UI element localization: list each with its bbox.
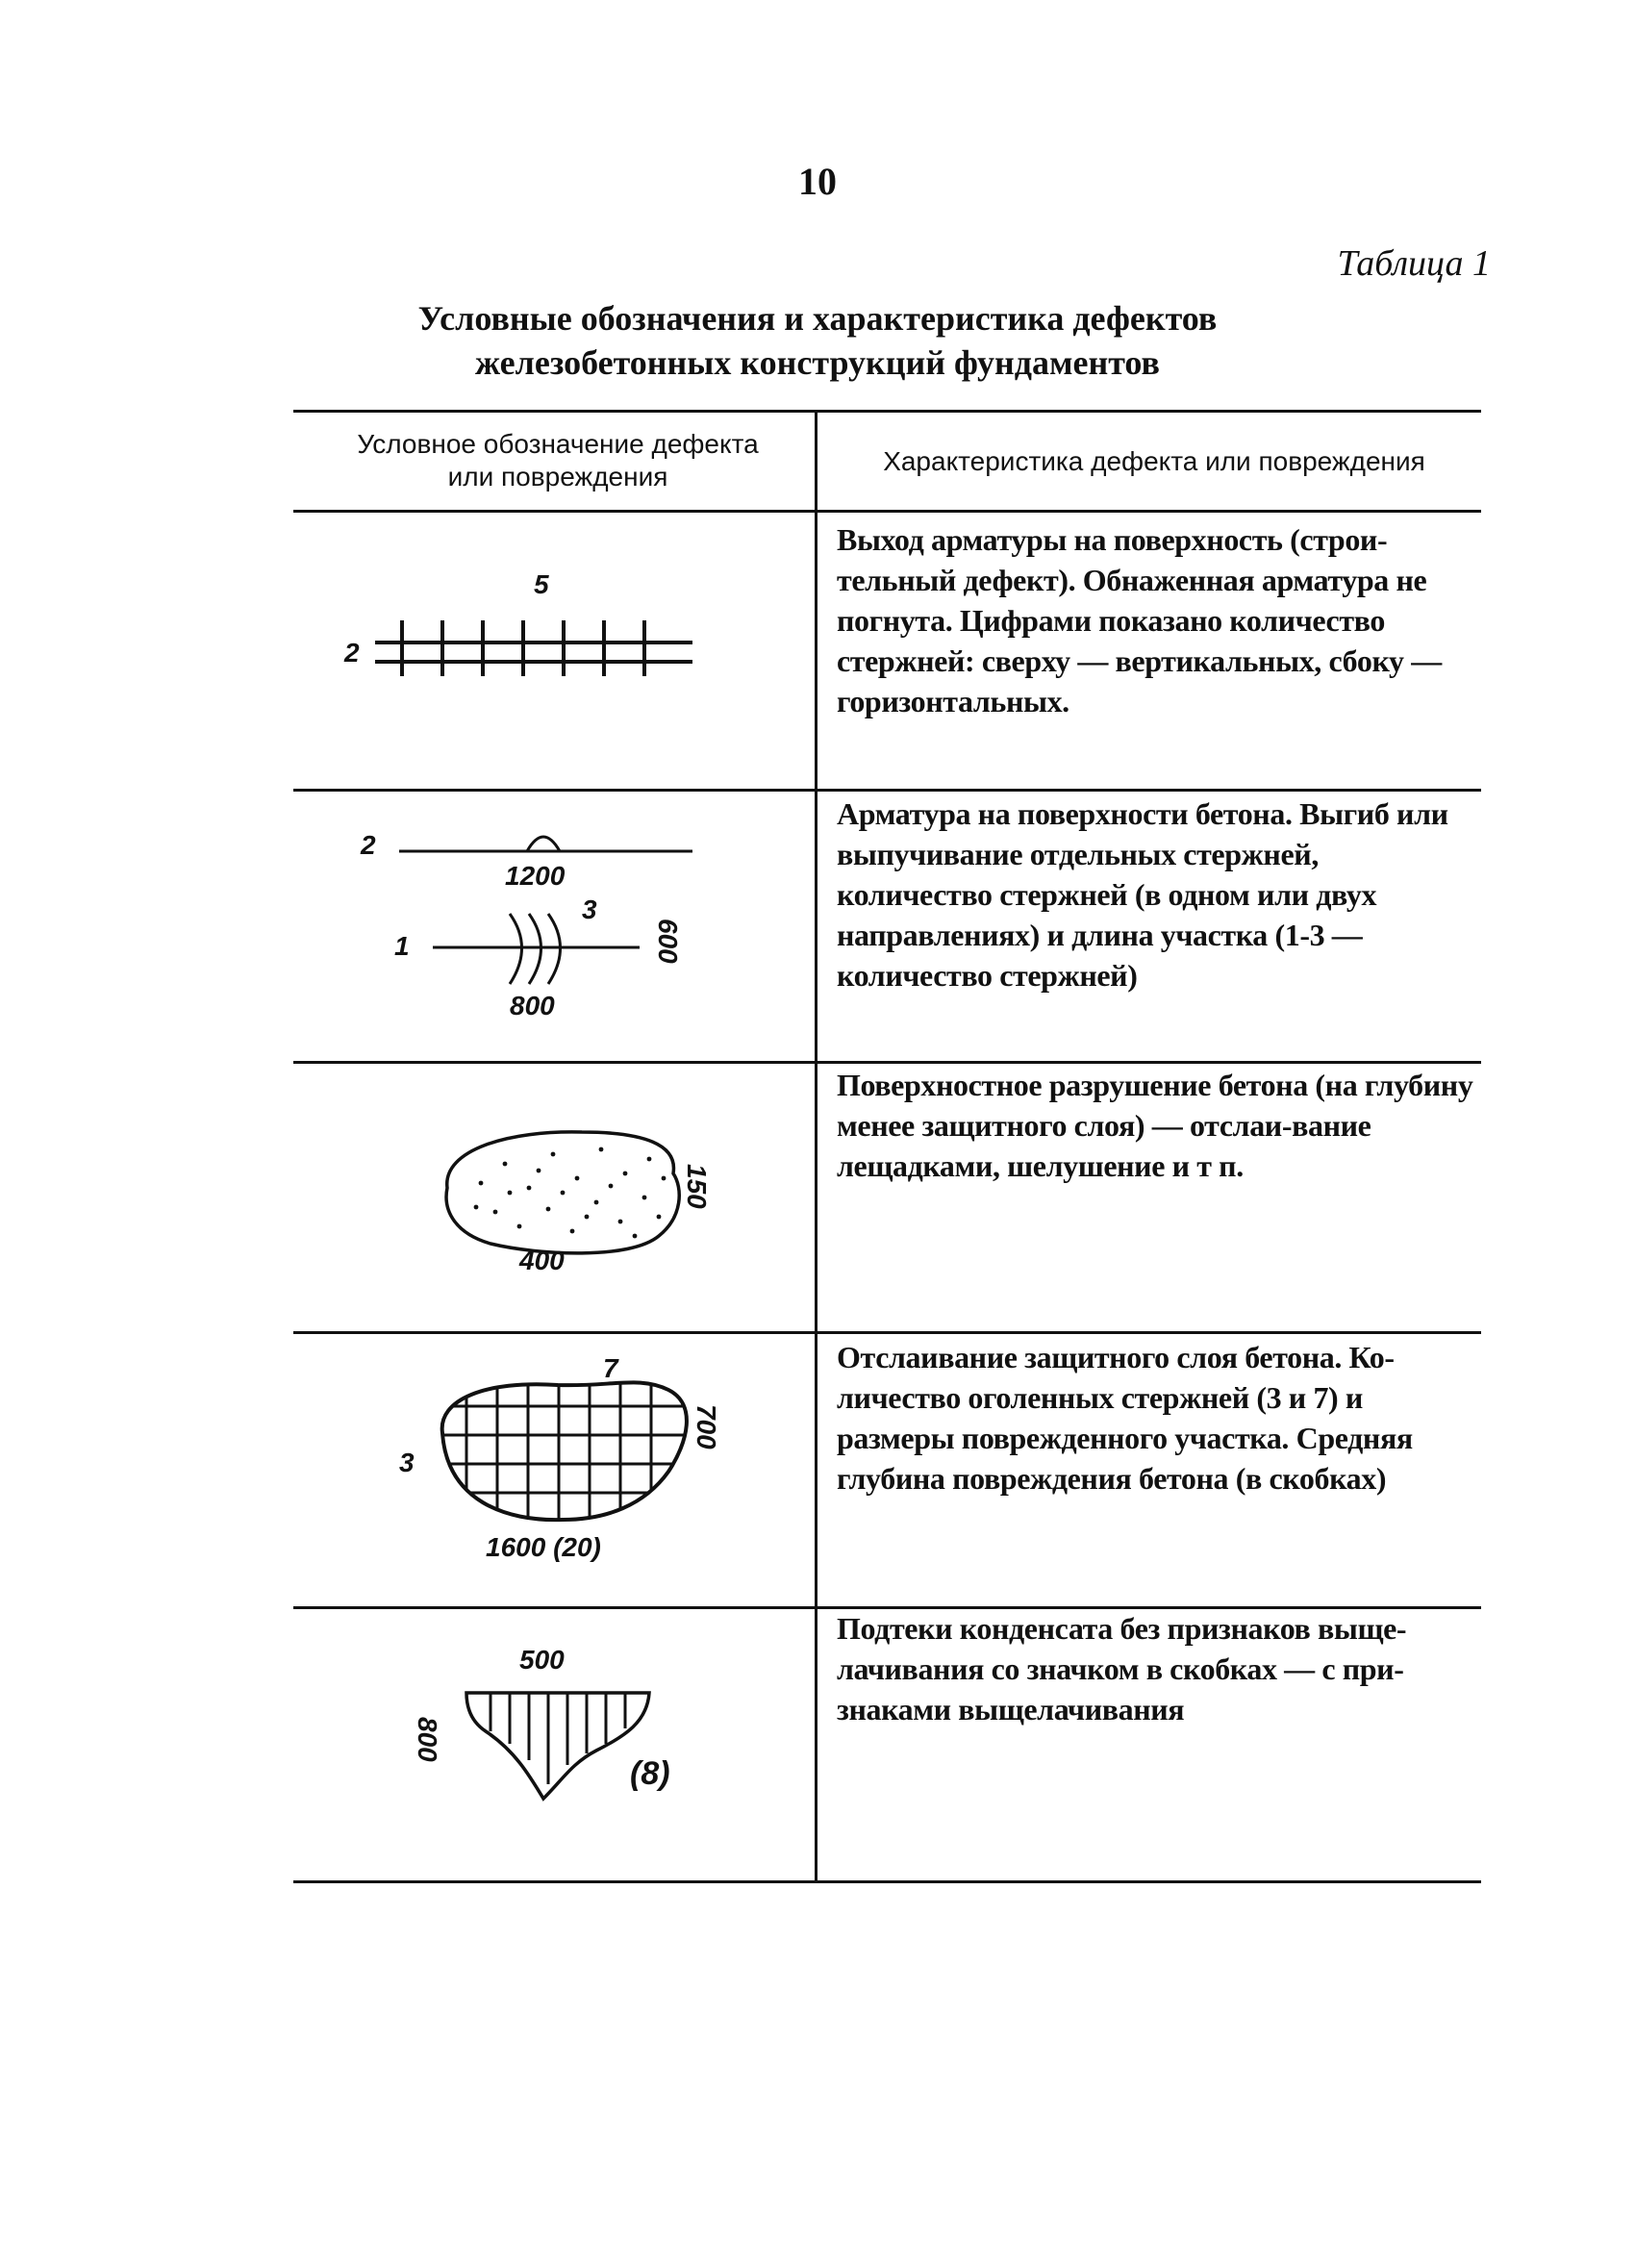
row-1-description: Выход арматуры на поверхность (строи-тельный дефект). Обнаженная арматура не погнута. Цифрами показано количество стержней: сверху — вертикальных, сбоку — горизонтальных.	[837, 522, 1442, 718]
label-length-800: 800	[510, 991, 555, 1021]
label-vertical-count: 5	[534, 569, 549, 599]
header-description: Характеристика дефекта или повреждения	[883, 446, 1425, 476]
header-symbol-line-2: или повреждения	[447, 462, 668, 491]
label-length-400: 400	[519, 1246, 565, 1275]
row-2-description: Арматура на поверхности бетона. Выгиб или выпучивание отдельных стержней, количество стержней (в одном или двух направлениях) и длина участка (1-3 — количество стержней)	[837, 796, 1448, 993]
table-title	[289, 296, 1346, 385]
symbol-bent-rebar	[346, 813, 731, 1024]
table-bottom-rule	[293, 1880, 1481, 1883]
row-3-description: Поверхностное разрушение бетона (на глубину менее защитного слоя) — отслаи-вание лещадками, шелушение и т п.	[837, 1068, 1473, 1183]
column-divider	[815, 412, 818, 1881]
row-5-description: Подтеки конденсата без признаков выще-лачивания со значком в скобках — с при-знаками выщелачивания	[837, 1611, 1407, 1726]
row-rule	[293, 789, 1481, 792]
symbol-surface-destruction-dimension	[519, 1241, 635, 1279]
label-length-depth: 1600 (20)	[486, 1532, 601, 1562]
page-number: 10	[798, 160, 837, 203]
label-length-600: 600	[653, 919, 683, 964]
header-symbol-line-1: Условное обозначение дефекта	[357, 429, 759, 459]
label-length-1200: 1200	[505, 861, 566, 891]
row-4-description: Отслаивание защитного слоя бетона. Ко-личество оголенных стержней (3 и 7) и размеры поврежденного участка. Средняя глубина повреждения бетона (в скобках)	[837, 1340, 1413, 1496]
label-rebar-count-d: 1	[394, 931, 410, 961]
label-bar-count-3: 3	[399, 1448, 415, 1477]
header-bottom-rule	[293, 510, 1481, 513]
title-line-2: железобетонных конструкций фундаментов	[475, 343, 1160, 382]
row-rule	[293, 1331, 1481, 1334]
symbol-exposed-rebar	[327, 558, 731, 702]
title-line-1: Условные обозначения и характеристика дефектов	[417, 299, 1218, 338]
table-label: Таблица 1	[1337, 243, 1491, 284]
label-bar-count-7: 7	[603, 1353, 618, 1383]
label-width-500: 500	[519, 1645, 565, 1675]
label-rebar-count-c: 3	[582, 895, 597, 924]
symbol-layer-spalling	[390, 1347, 745, 1577]
label-rebar-count-a: 2	[361, 830, 376, 860]
label-height-800: 800	[413, 1717, 442, 1762]
row-rule	[293, 1061, 1481, 1064]
symbol-condensate-stains	[399, 1640, 717, 1813]
label-horizontal-count: 2	[344, 638, 360, 668]
label-leaching-mark: (8)	[630, 1755, 670, 1792]
table-top-rule	[293, 410, 1481, 413]
header-symbol	[308, 428, 808, 493]
label-width-700: 700	[692, 1404, 721, 1449]
label-depth-150: 150	[682, 1164, 712, 1209]
